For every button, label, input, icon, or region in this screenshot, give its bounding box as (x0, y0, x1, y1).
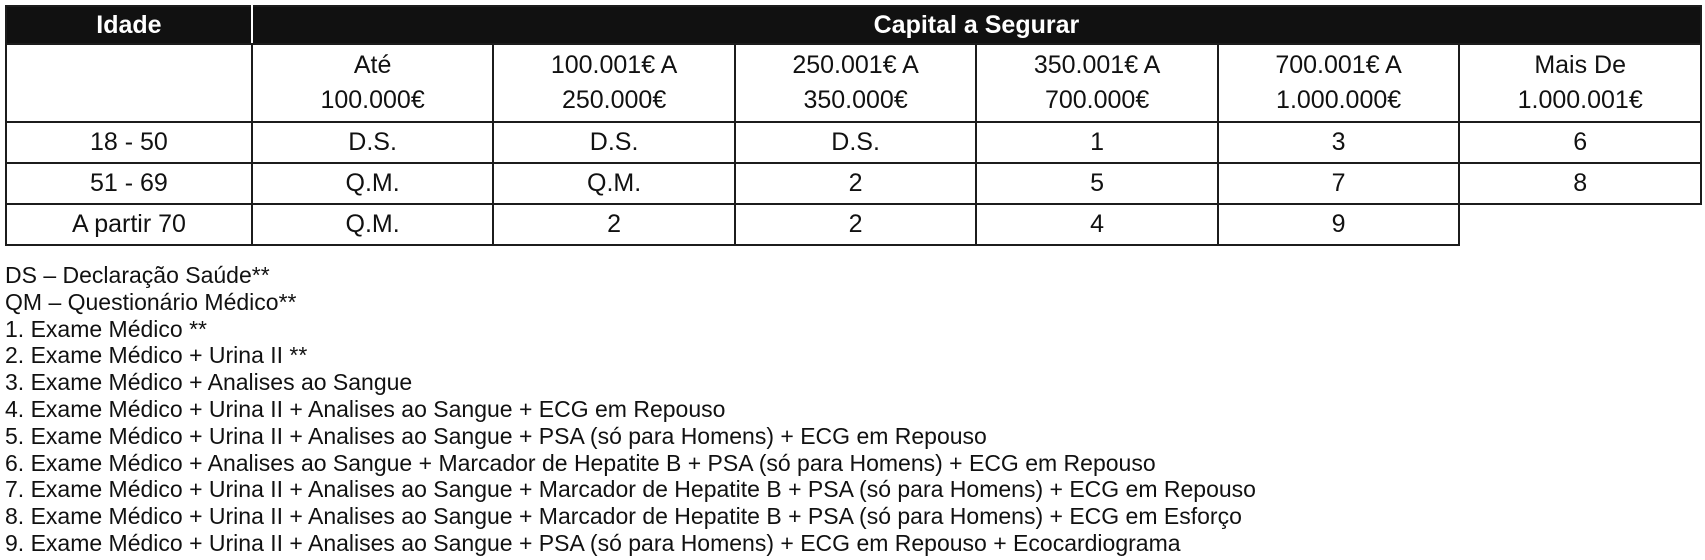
table-cell: 2 (493, 204, 735, 245)
band-line-2: 100.000€ (320, 86, 425, 114)
table-cell: 7 (1218, 163, 1460, 204)
legend-item: 1. Exame Médico ** (5, 315, 207, 342)
capital-column-header: Capital a Segurar (252, 6, 1701, 44)
legend-item: 8. Exame Médico + Urina II + Analises ao Sangue + Marcador de Hepatite B + PSA (só para Homens) + ECG em Esforço (5, 503, 1242, 530)
capital-requirements-table (5, 5, 1702, 246)
legend-item: 5. Exame Médico + Urina II + Analises ao Sangue + PSA (só para Homens) + ECG em Repouso (5, 422, 987, 449)
table-cell: 6 (1459, 122, 1701, 163)
band-line-1: 250.001€ A (792, 51, 919, 79)
legend-item: QM – Questionário Médico** (5, 288, 297, 315)
legend-list (5, 262, 1256, 557)
table-cell: D.S. (493, 122, 735, 163)
band-line-2: 700.000€ (1044, 86, 1150, 114)
band-header (252, 44, 494, 122)
band-line-1: 350.001€ A (1033, 51, 1161, 79)
age-cell: 51 - 69 (6, 163, 252, 204)
band-header (493, 44, 735, 122)
age-column-header: Idade (6, 6, 252, 44)
band-header (735, 44, 977, 122)
table-row (6, 204, 1701, 245)
table-cell: Q.M. (252, 163, 494, 204)
table-row (6, 163, 1701, 204)
table-cell: D.S. (252, 122, 494, 163)
legend-item: 7. Exame Médico + Urina II + Analises ao Sangue + Marcador de Hepatite B + PSA (só para Homens) + ECG em Repouso (5, 476, 1256, 503)
band-line-2: 1.000.001€ (1517, 86, 1643, 114)
table-cell: 2 (735, 163, 977, 204)
table-row (6, 122, 1701, 163)
band-corner-cell (6, 44, 252, 122)
table-cell: Q.M. (493, 163, 735, 204)
legend-item: 9. Exame Médico + Urina II + Analises ao Sangue + PSA (só para Homens) + ECG em Repouso + Ecocardiograma (5, 529, 1181, 556)
legend-item: 4. Exame Médico + Urina II + Analises ao Sangue + ECG em Repouso (5, 395, 726, 422)
legend-item: DS – Declaração Saúde** (5, 262, 270, 288)
table-cell: Q.M. (252, 204, 494, 245)
table-cell: 8 (1459, 163, 1701, 204)
age-cell: 18 - 50 (6, 122, 252, 163)
band-header (1218, 44, 1460, 122)
table-cell: 5 (976, 163, 1218, 204)
age-cell: A partir 70 (6, 204, 252, 245)
band-line-2: 1.000.000€ (1276, 86, 1402, 114)
table-cell: 4 (976, 204, 1218, 245)
empty-cell (1459, 204, 1701, 245)
table-cell: D.S. (735, 122, 977, 163)
capital-band-row (6, 44, 1701, 122)
band-line-1: Mais De (1534, 51, 1627, 79)
table-cell: 2 (735, 204, 977, 245)
legend-item: 2. Exame Médico + Urina II ** (5, 342, 308, 369)
legend-item: 3. Exame Médico + Analises ao Sangue (5, 369, 413, 396)
table-cell: 3 (1218, 122, 1460, 163)
band-header (976, 44, 1218, 122)
band-line-2: 250.000€ (561, 86, 667, 114)
band-header (1459, 44, 1701, 122)
table-cell: 1 (976, 122, 1218, 163)
band-line-1: Até (353, 51, 392, 79)
band-line-1: 100.001€ A (550, 51, 678, 79)
band-line-2: 350.000€ (803, 86, 908, 114)
table-cell: 9 (1218, 204, 1460, 245)
legend-item: 6. Exame Médico + Analises ao Sangue + Marcador de Hepatite B + PSA (só para Homens) + ECG em Repouso (5, 449, 1156, 476)
band-line-1: 700.001€ A (1275, 51, 1402, 79)
